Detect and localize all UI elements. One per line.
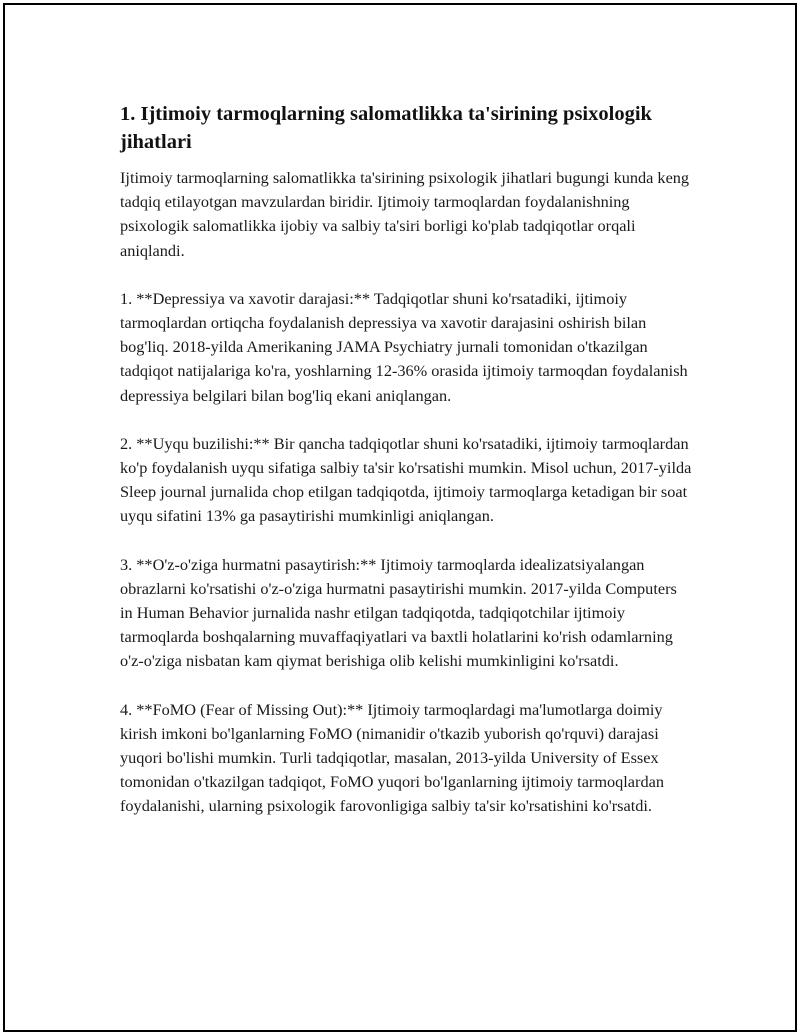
- intro-paragraph: Ijtimoiy tarmoqlarning salomatlikka ta'sirining psixologik jihatlari bugungi kunda keng tadqiq etilayotgan mavzulardan biridir. Ijtimoiy tarmoqlardan foydalanishning psixologik salomatlikka ijobiy va salbiy ta'siri borligi ko'plab tadqiqotlar orqali aniqlandi.: [120, 168, 690, 260]
- paragraph-self-esteem: 3. **O'z-o'ziga hurmatni pasaytirish:** Ijtimoiy tarmoqlarda idealizatsiyalangan obrazlarni ko'rsatishi o'z-o'ziga hurmatni pasaytirishi mumkin. 2017-yilda Computers in Human Behavior jurnalida nashr etilgan tadqiqotda, tadqiqotchilar ijtimoiy tarmoqlarda boshqalarning muvaffaqiyatlari va baxtli holatlarini ko'rish odamlarning o'z-o'ziga nisbatan kam qiymat berishiga olib kelishi mumkinligini ko'rsatdi.: [120, 554, 677, 671]
- document-title: 1. Ijtimoiy tarmoqlarning salomatlikka ta'sirining psixologik jihatlari: [120, 103, 652, 153]
- paragraph-fomo: 4. **FoMO (Fear of Missing Out):** Ijtimoiy tarmoqlardagi ma'lumotlarga doimiy kirish imkoni bo'lganlarning FoMO (nimanidir o'tkazib yuborish qo'rquvi) darajasi yuqori bo'lishi mumkin. Turli tadqiqotlar, masalan, 2013-yilda University of Essex tomonidan o'tkazilgan tadqiqot, FoMO yuqori bo'lganlarning ijtimoiy tarmoqlardan foydalanishi, ularning psixologik farovonligiga salbiy ta'sir ko'rsatishini ko'rsatdi.: [120, 699, 664, 816]
- paragraph-sleep-disorder: 2. **Uyqu buzilishi:** Bir qancha tadqiqotlar shuni ko'rsatadiki, ijtimoiy tarmoqlardan ko'p foydalanish uyqu sifatiga salbiy ta'sir ko'rsatishi mumkin. Misol uchun, 2017-yilda Sleep journal jurnalida chop etilgan tadqiqotda, ijtimoiy tarmoqlarga ketadigan bir soat uyqu sifatini 13% ga pasaytirishi mumkinligi aniqlangan.: [120, 433, 692, 526]
- document-body: [120, 100, 692, 843]
- paragraph-depression-anxiety: 1. **Depressiya va xavotir darajasi:** Tadqiqotlar shuni ko'rsatadiki, ijtimoiy tarmoqlardan ortiqcha foydalanish depressiya va xavotir darajasini oshirish bilan bog'liq. 2018-yilda Amerikaning JAMA Psychiatry jurnali tomonidan o'tkazilgan tadqiqot natijalariga ko'ra, yoshlarning 12-36% orasida ijtimoiy tarmoqdan foydalanish depressiya belgilari bilan bog'liq ekani aniqlangan.: [120, 288, 688, 405]
- page-frame: [3, 3, 797, 1032]
